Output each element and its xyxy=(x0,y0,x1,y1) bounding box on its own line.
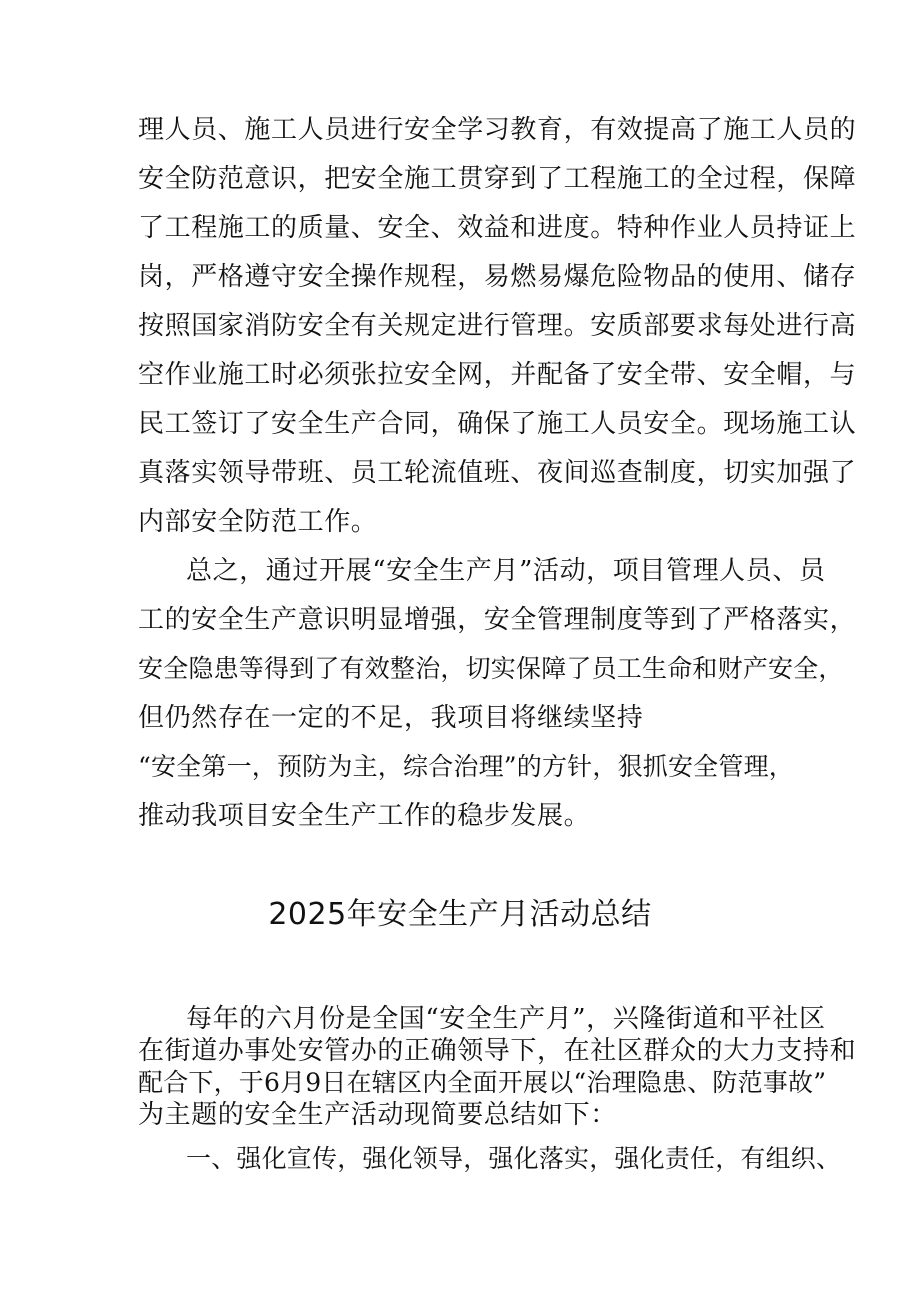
text-line: 安全防范意识，把安全施工贯穿到了工程施工的全过程，保障 xyxy=(138,164,857,194)
page-title: 2025年安全生产月活动总结 xyxy=(268,897,652,932)
text-line: 真落实领导带班、员工轮流值班、夜间巡查制度，切实加强了 xyxy=(138,458,857,488)
text-line: 但仍然存在一定的不足，我项目将继续坚持 xyxy=(138,703,644,733)
text-line: 了工程施工的质量、安全、效益和进度。特种作业人员持证上 xyxy=(138,213,857,243)
text-line: 每年的六月份是全国“安全生产月”，兴隆街道和平社区 xyxy=(186,1004,826,1034)
text-line: 内部安全防范工作。 xyxy=(138,507,378,537)
text-line: 配合下，于6月9日在辖区内全面开展以“治理隐患、防范事故” xyxy=(138,1068,827,1097)
text-line: 民工签订了安全生产合同，确保了施工人员安全。现场施工认 xyxy=(138,409,857,439)
text-line: 按照国家消防安全有关规定进行管理。安质部要求每处进行高 xyxy=(138,311,857,341)
text-line: 为主题的安全生产活动现简要总结如下： xyxy=(138,1100,617,1130)
text-line: 一、强化宣传，强化领导，强化落实，强化责任，有组织、 xyxy=(186,1144,842,1173)
text-line: “安全第一，预防为主，综合治理”的方针，狠抓安全管理， xyxy=(138,752,794,781)
text-line: 推动我项目安全生产工作的稳步发展。 xyxy=(138,801,591,831)
text-line: 在街道办事处安管办的正确领导下，在社区群众的大力支持和 xyxy=(138,1036,857,1066)
text-line: 岗，严格遵守安全操作规程，易燃易爆危险物品的使用、储存 xyxy=(138,262,857,292)
text-line: 工的安全生产意识明显增强，安全管理制度等到了严格落实， xyxy=(138,605,857,635)
text-line: 理人员、施工人员进行安全学习教育，有效提高了施工人员的 xyxy=(138,115,857,145)
text-line: 安全隐患等得到了有效整治，切实保障了员工生命和财产安全， xyxy=(138,654,844,683)
text-line: 总之，通过开展“安全生产月”活动，项目管理人员、员 xyxy=(186,556,826,586)
text-line: 空作业施工时必须张拉安全网，并配备了安全带、安全帽，与 xyxy=(138,360,857,390)
